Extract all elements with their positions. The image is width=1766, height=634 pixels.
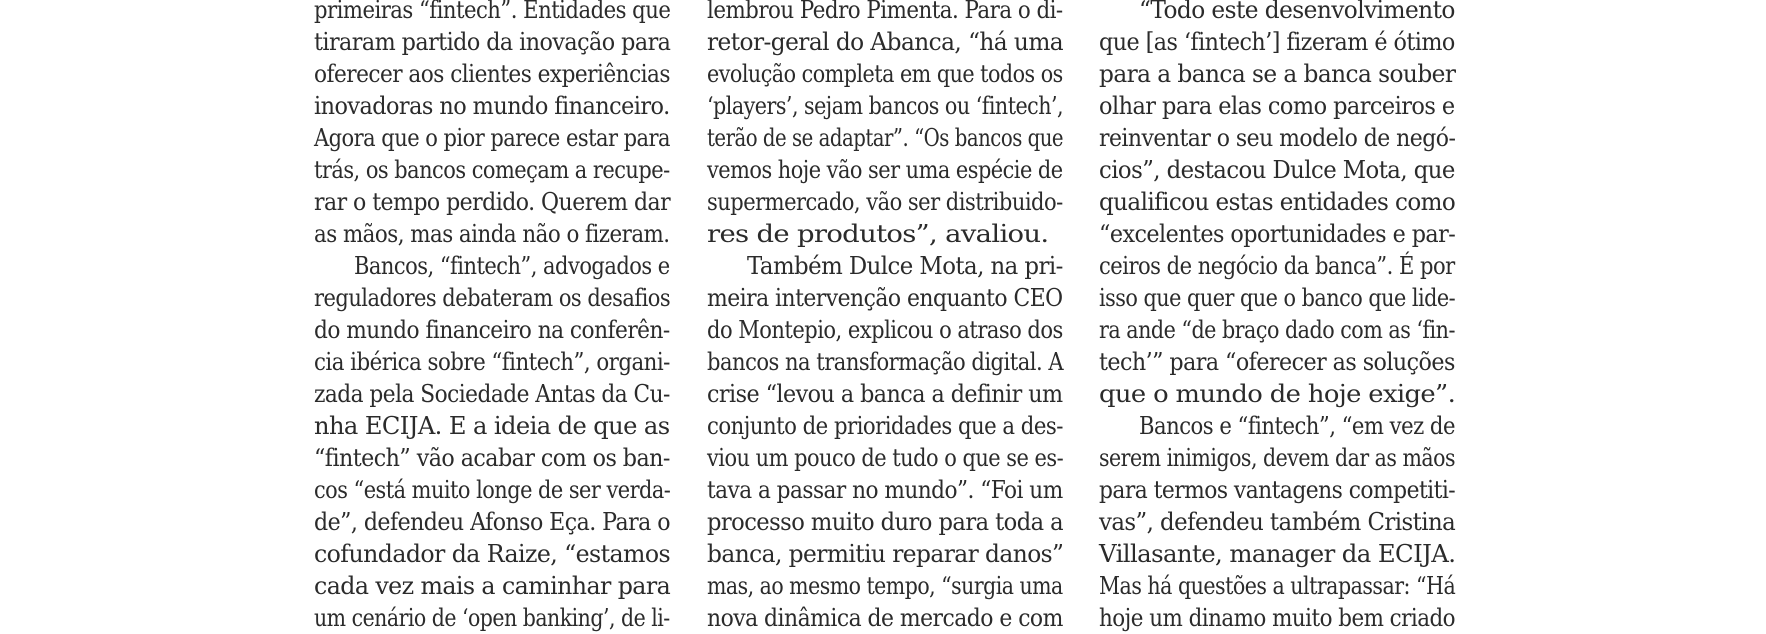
text-line: cios”, destacou Dulce Mota, que bbox=[1099, 155, 1455, 184]
text-line: de”, defendeu Afonso Eça. Para o bbox=[314, 507, 670, 536]
text-line: que [as ‘fintech’] fizeram é ótimo bbox=[1099, 27, 1455, 56]
text-line: ra ande “de braço dado com as ‘fin- bbox=[1099, 315, 1455, 344]
text-line: um cenário de ‘open banking’, de li- bbox=[314, 603, 670, 632]
text-line: cada vez mais a caminhar para bbox=[314, 571, 671, 600]
text-line: cia ibérica sobre “fintech”, organi- bbox=[314, 347, 670, 376]
text-line: conjunto de prioridades que a des- bbox=[707, 411, 1063, 440]
text-line: serem inimigos, devem dar as mãos bbox=[1099, 443, 1456, 472]
text-line: Também Dulce Mota, na pri- bbox=[747, 251, 1063, 280]
text-line: para termos vantagens competiti- bbox=[1099, 475, 1456, 504]
text-line: meira intervenção enquanto CEO bbox=[707, 283, 1063, 312]
text-line: tech’” para “oferecer as soluções bbox=[1099, 347, 1455, 376]
text-line: ceiros de negócio da banca”. É por bbox=[1099, 251, 1455, 280]
text-line: terão de se adaptar”. “Os bancos que bbox=[707, 123, 1064, 152]
text-line: trás, os bancos começam a recupe- bbox=[314, 155, 670, 184]
text-line: Mas há questões a ultrapassar: “Há bbox=[1099, 571, 1456, 600]
text-line: banca, permitiu reparar danos” bbox=[707, 539, 1064, 568]
text-line: inovadoras no mundo financeiro. bbox=[314, 91, 670, 120]
text-line: que o mundo de hoje exige”. bbox=[1099, 379, 1456, 408]
text-line: Bancos, “fintech”, advogados e bbox=[354, 251, 670, 280]
text-line: oferecer aos clientes experiências bbox=[314, 59, 671, 88]
text-line: do Montepio, explicou o atraso dos bbox=[707, 315, 1063, 344]
text-line: tiraram partido da inovação para bbox=[314, 27, 671, 56]
text-line: crise “levou a banca a definir um bbox=[707, 379, 1063, 408]
text-line: Agora que o pior parece estar para bbox=[314, 123, 671, 152]
text-line: “excelentes oportunidades e par- bbox=[1099, 219, 1456, 248]
text-line: qualificou estas entidades como bbox=[1099, 187, 1456, 216]
text-line: evolução completa em que todos os bbox=[707, 59, 1063, 88]
text-line: do mundo financeiro na conferên- bbox=[314, 315, 670, 344]
text-line: para a banca se a banca souber bbox=[1099, 59, 1456, 88]
text-line: olhar para elas como parceiros e bbox=[1099, 91, 1455, 120]
text-line: lembrou Pedro Pimenta. Para o di- bbox=[707, 0, 1063, 24]
text-line: mas, ao mesmo tempo, “surgia uma bbox=[707, 571, 1063, 600]
text-line: nova dinâmica de mercado e com bbox=[707, 603, 1063, 632]
text-line: cos “está muito longe de ser verda- bbox=[314, 475, 671, 504]
text-line: isso que quer que o banco que lide- bbox=[1099, 283, 1456, 312]
text-line: vemos hoje vão ser uma espécie de bbox=[707, 155, 1063, 184]
text-line: rar o tempo perdido. Querem dar bbox=[314, 187, 671, 216]
text-line: hoje um dinamo muito bem criado bbox=[1099, 603, 1456, 632]
text-line: nha ECIJA. E a ideia de que as bbox=[314, 411, 670, 440]
text-line: reinventar o seu modelo de negó- bbox=[1099, 123, 1456, 152]
text-line: cofundador da Raize, “estamos bbox=[314, 539, 671, 568]
text-line: vas”, defendeu também Cristina bbox=[1099, 507, 1456, 536]
text-line: viou um pouco de tudo o que se es- bbox=[707, 443, 1064, 472]
text-line: ‘players’, sejam bancos ou ‘fintech’, bbox=[707, 91, 1064, 120]
text-line: as mãos, mas ainda não o fizeram. bbox=[314, 219, 670, 248]
text-line: bancos na transformação digital. A bbox=[707, 347, 1064, 376]
text-line: retor-geral do Abanca, “há uma bbox=[707, 27, 1064, 56]
text-line: processo muito duro para toda a bbox=[707, 507, 1064, 536]
text-line: “Todo este desenvolvimento bbox=[1139, 0, 1455, 24]
text-line: supermercado, vão ser distribuido- bbox=[707, 187, 1063, 216]
text-line: res de produtos”, avaliou. bbox=[707, 219, 1049, 248]
text-line: zada pela Sociedade Antas da Cu- bbox=[314, 379, 670, 408]
text-line: tava a passar no mundo”. “Foi um bbox=[707, 475, 1063, 504]
text-line: “fintech” vão acabar com os ban- bbox=[314, 443, 670, 472]
text-line: Bancos e “fintech”, “em vez de bbox=[1139, 411, 1455, 440]
text-line: primeiras “fintech”. Entidades que bbox=[314, 0, 671, 24]
text-line: reguladores debateram os desafios bbox=[314, 283, 671, 312]
text-line: Villasante, manager da ECIJA. bbox=[1099, 539, 1456, 568]
